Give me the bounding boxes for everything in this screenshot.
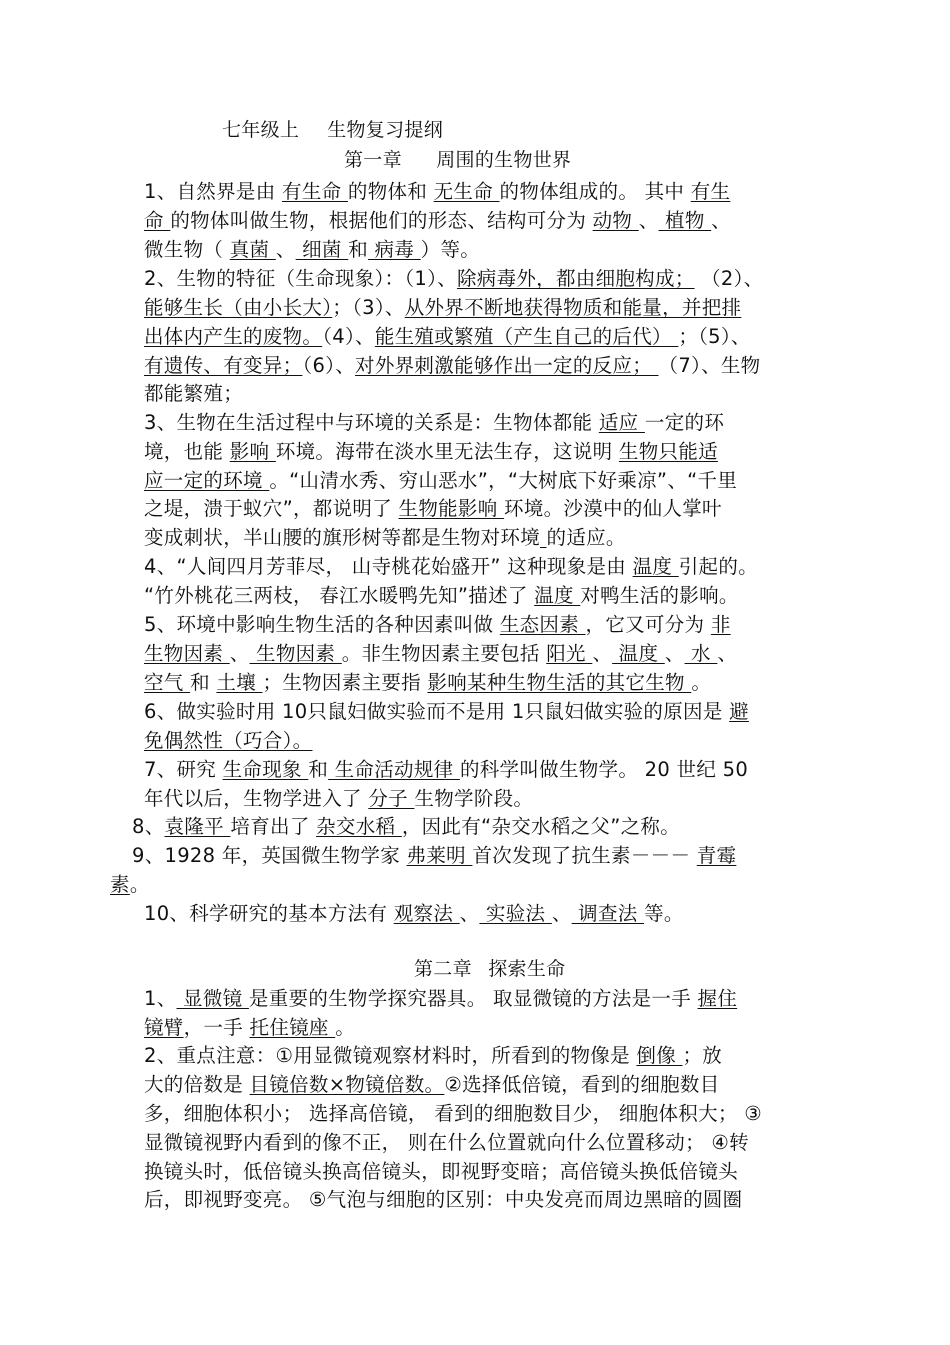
question-text: 等。 [644,902,684,925]
chapter-2-line [144,1073,720,1097]
question-text: 、 [711,209,731,232]
answer-blank: 目镜倍数×物镜倍数。 [249,1073,445,1096]
question-text: 7、研究 [144,758,223,781]
question-text: 、 [638,209,659,232]
answer-blank: 调查法 [571,902,645,925]
answer-blank: 阳光 [546,642,593,665]
answer-blank: 生物因素 [249,642,342,665]
question-text: 显微镜视野内看到的像不正， 则在什么位置就向什么位置移动； ④转 [144,1131,749,1154]
answer-blank: 托住镜座 [249,1016,336,1039]
question-text: 环境。海带在淡水里无法生存，这说明 [275,440,619,463]
question-text: 10、科学研究的基本方法有 [144,902,394,925]
answer-blank: 命 [144,209,171,232]
answer-blank: 温度 [612,642,665,665]
question-text: 。 [129,873,150,896]
question-text: 都能繁殖； [144,382,244,405]
chapter-1-line [144,700,749,724]
question-text: 、 [592,642,613,665]
question-text: 5、环境中影响生物生活的各种因素叫做 [144,613,500,636]
answer-blank: 生物只能适 [618,440,718,463]
chapter-1-line [144,209,731,233]
question-text: 6、做实验时用 10只鼠妇做实验而不是用 1只鼠妇做实验的原因是 [144,700,730,723]
answer-blank: 温度 [632,555,679,578]
answer-blank: 病毒 [368,238,421,261]
chapter-1-line [144,238,480,262]
answer-blank: 避 [729,700,749,723]
question-text: 多，细胞体积小； 选择高倍镜， 看到的细胞数目少， 细胞体积大； ③ [144,1102,762,1125]
question-text: 的物体和 [347,180,434,203]
answer-blank: 握住 [697,987,738,1010]
question-text: 环境。沙漠中的仙人掌叶 [504,497,722,520]
question-text: 是重要的生物学探究器具。 取显微镜的方法是一手 [248,987,698,1010]
question-text: 。“山清水秀、穷山恶水”，“大树底下好乘凉”、“千里 [269,469,738,492]
question-text: 3、生物在生活过程中与环境的关系是：生物体都能 [144,411,599,434]
chapter-2-line [144,1160,738,1184]
chapter-1-line [144,555,758,579]
chapter-1-line [144,671,711,695]
chapter-1-line [144,497,722,521]
answer-blank: 真菌 [229,238,276,261]
question-text: 1、 [144,987,177,1010]
document-title [222,118,443,142]
answer-blank: 实验法 [479,902,552,925]
question-text: 4、“人间四月芳菲尽， 山寺桃花始盛开” 这种现象是由 [144,555,633,578]
question-text: 微生物（ [144,238,230,261]
answer-blank: 空气 [144,671,191,694]
question-text: ，因此有“杂交水稻之父”之称。 [401,815,681,838]
question-text: 引起的。 [678,555,758,578]
chapter-2-line [144,1102,762,1126]
question-text: 对鸭生活的影响。 [580,584,739,607]
chapter-1-line [110,873,150,897]
question-text: 换镜头时，低倍镜头换高倍镜头，即视野变暗；高倍镜头换低倍镜头 [144,1160,739,1183]
answer-blank: 除病毒外，都由细胞构成； [456,267,695,290]
answer-blank: 土壤 [216,671,263,694]
chapter-1-line [144,440,718,464]
answer-blank: 能够生长（由小长大） [144,296,333,319]
answer-blank: 植物 [658,209,712,232]
answer-blank: 无生命 [433,180,500,203]
question-text: ，一手 [183,1016,250,1039]
title-grade: 七年级上 [222,119,300,141]
question-text: 和 [190,671,217,694]
answer-blank: 生命现象 [222,758,309,781]
question-text: 的科学叫做生物学。 20 世纪 50 [459,758,749,781]
question-text: （2）、 [694,267,764,290]
question-text: 。 [691,671,712,694]
answer-blank: 显微镜 [176,987,249,1010]
chapter-1-line [144,411,724,435]
question-text: ；（3）、 [332,296,405,319]
question-text: ；（5）、 [678,325,751,348]
chapter-1-line [144,902,684,926]
answer-blank: 水 [684,642,718,665]
answer-blank: 应一定的环境 [144,469,270,492]
answer-blank: 弗莱明 [406,844,473,867]
answer-blank: 观察法 [393,902,460,925]
answer-blank: 动物 [592,209,639,232]
answer-blank: 生物因素 [144,642,230,665]
answer-blank: 分子 [368,787,415,810]
answer-blank: 从外界不断地获得物质和能量，并把排 [404,296,742,319]
answer-blank: 能生殖或繁殖（产生自己的后代） [374,325,679,348]
answer-blank: 生命活动规律 [328,758,460,781]
answer-blank: 生物能影响 [398,497,505,520]
question-text: 、 [551,902,572,925]
chapter-1-line [132,815,680,839]
question-text: 后，即视野变亮。 ⑤气泡与细胞的区别：中央发亮而周边黑暗的圆圈 [144,1188,743,1211]
chapter-2-line [144,1044,722,1068]
chapter-2-line [144,1188,742,1212]
question-text: （6）、 [302,354,356,377]
question-text: ）等。 [420,238,481,261]
question-text: 年代以后，生物学进入了 [144,787,369,810]
question-text: ②选择低倍镜，看到的细胞数目 [444,1073,720,1096]
question-text: 9、1928 年，英国微生物学家 [132,844,407,867]
chapter-1-line [144,267,763,291]
question-text: 8、 [132,815,165,838]
question-text: 、 [275,238,296,261]
chapter-1-line [144,642,737,666]
chapter-2-line [144,1016,355,1040]
question-text: 首次发现了抗生素－－－ [472,844,697,867]
question-text: ；生物因素主要指 [262,671,428,694]
question-text: 的物体组成的。 其中 [499,180,691,203]
chapter-1-line [144,613,731,637]
chapter-1-line [144,325,751,349]
answer-blank: 免偶然性（巧合）。 [144,729,313,752]
answer-blank: 素 [110,873,130,896]
question-text: 2、生物的特征（生命现象）：（1）、 [144,267,457,290]
question-text: 1、自然界是由 [144,180,283,203]
title-subject: 生物复习提纲 [327,119,444,141]
answer-blank: 有遗传、有变异； [144,354,303,377]
answer-blank: 温度 [534,584,581,607]
chapter-1-line [144,180,730,204]
answer-blank: 有生命 [282,180,348,203]
question-text: （4）、 [322,325,375,348]
question-text: 变成刺状，半山腰的旗形树等都是生物对环境 [144,526,541,549]
answer-blank: 非 [710,613,731,636]
answer-blank: 影响某种生物生活的其它生物 [427,671,692,694]
question-text: 的适应。 [546,526,626,549]
chapter-1-line [144,729,312,753]
question-text: ，它又可分为 [585,613,711,636]
answer-blank: 出体内产生的废物。 [144,325,323,348]
question-text: （7）、生物 [658,354,761,377]
question-text: 和 [308,758,329,781]
chapter-1-line [144,787,533,811]
question-text: “竹外桃花三两枝， 春江水暖鸭先知”描述了 [144,584,535,607]
answer-blank: 影响 [229,440,276,463]
answer-blank: 倒像 [636,1044,683,1067]
chapter-1-line [144,296,741,320]
chapter-2-line [144,987,737,1011]
question-text: 一定的环 [644,411,725,434]
chapter-1-line [144,354,760,378]
chapter-1-line [144,758,748,782]
answer-blank: 细菌 [295,238,349,261]
chapter-2-title: 第二章 探索生命 [414,958,566,980]
chapter-1-line [144,584,739,608]
question-text: 的物体叫做生物，根据他们的形态、结构可分为 [170,209,593,232]
question-text: 、 [664,642,685,665]
chapter-2-line [144,1131,749,1155]
answer-blank: 对外界刺激能够作出一定的反应； [355,354,659,377]
question-text: 培育出了 [230,815,317,838]
question-text: 、 [717,642,738,665]
question-text: ；放 [682,1044,723,1067]
chapter-1-line [144,526,626,550]
question-text: 大的倍数是 [144,1073,250,1096]
question-text: 和 [348,238,369,261]
question-text: 、 [459,902,480,925]
question-text: 生物学阶段。 [414,787,534,810]
question-text: 。 [335,1016,356,1039]
question-text: 。非生物因素主要包括 [341,642,547,665]
chapter-1-title: 第一章 周围的生物世界 [344,149,572,171]
chapter-1-line [144,382,243,406]
question-text: 、 [229,642,250,665]
chapter-1-line [132,844,736,868]
question-text: 2、重点注意：①用显微镜观察材料时，所看到的物像是 [144,1044,637,1067]
answer-blank: 袁隆平 [164,815,231,838]
answer-blank: 青霉 [696,844,737,867]
question-text: 境，也能 [144,440,230,463]
answer-blank: 有生 [690,180,731,203]
answer-blank: 杂交水稻 [316,815,402,838]
question-text: 之堤，溃于蚁穴”，都说明了 [144,497,399,520]
chapter-1-line [144,469,737,493]
answer-blank: 适应 [598,411,645,434]
answer-blank: 生态因素 [499,613,586,636]
answer-blank: 镜臂 [144,1016,184,1039]
